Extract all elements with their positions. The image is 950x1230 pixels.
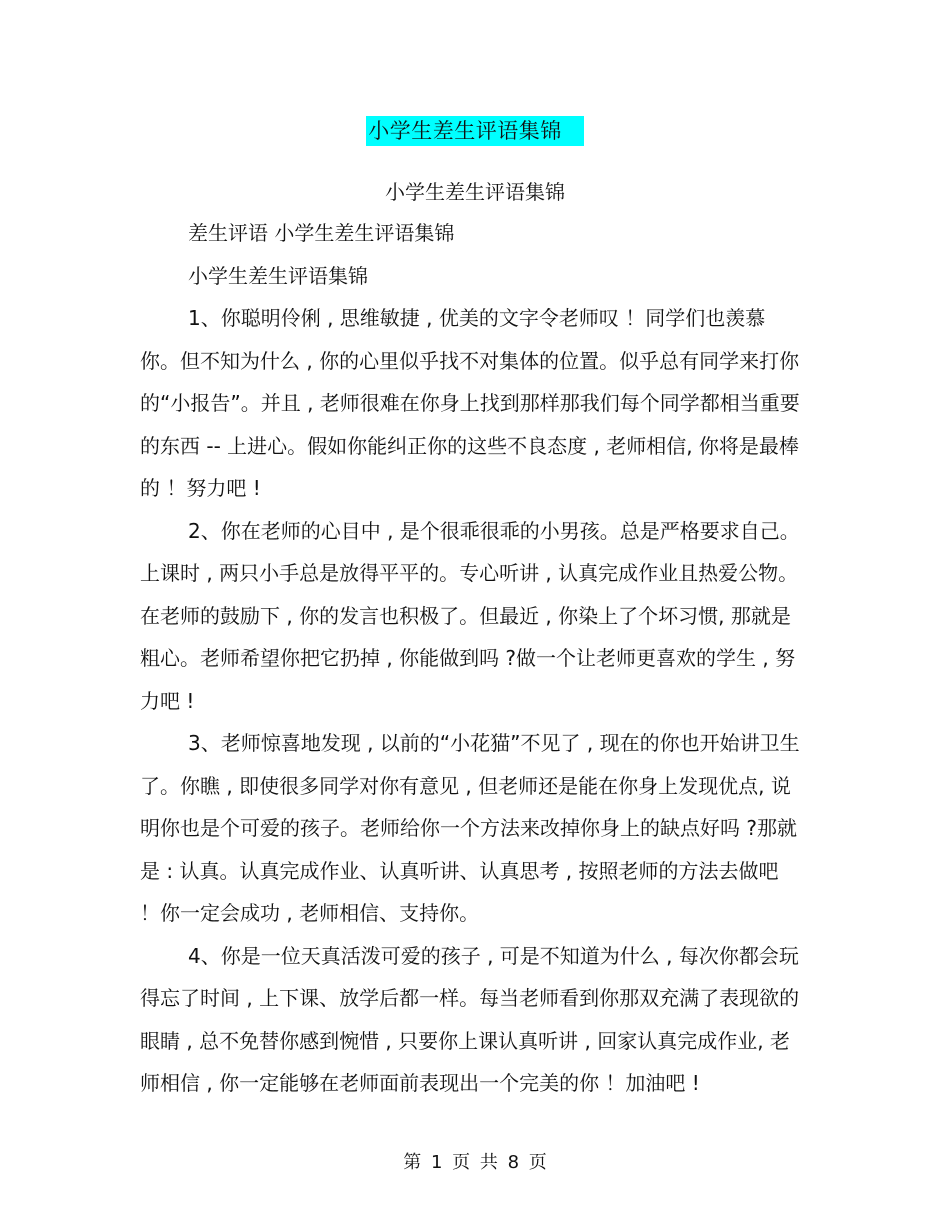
paragraph-comment-1: 1、你聪明伶俐 , 思维敏捷 , 优美的文字令老师叹 ！同学们也羡慕你。但不知为什么 , 你的心里似乎找不对集体的位置。似乎总有同学来打你的“小报告”。并且 , 老师很难在你身上找到那样那我们每个同学都相当重要的东西 -- 上进心。假如你能纠正你的这些不良态度 , 老师相信, 你将是最棒的 ！努力吧 ! <box>140 306 800 500</box>
paragraph-heading: 小学生差生评语集锦 <box>188 263 368 288</box>
paragraph-comment-3: 3、老师惊喜地发现 , 以前的“小花猫”不见了 , 现在的你也开始讲卫生了。你瞧 , 即使很多同学对你有意见 , 但老师还是能在你身上发现优点, 说明你也是个可爱的孩子。老师给你一个方法来改掉你身上的缺点好吗 ?那就是 : 认真。认真完成作业、认真听讲、认真思考 , 按照老师的方法去做吧 ！你一定会成功 , 老师相信、支持你。 <box>140 731 800 925</box>
paragraph-comment-2: 2、你在老师的心目中 , 是个很乖很乖的小男孩。总是严格要求自己。上课时 , 两只小手总是放得平平的。专心听讲 , 认真完成作业且热爱公物。在老师的鼓励下 , 你的发言也积极了。但最近 , 你染上了个坏习惯, 那就是粗心。老师希望你把它扔掉 , 你能做到吗 ?做一个让老师更喜欢的学生 , 努力吧 ! <box>140 518 800 713</box>
document-title: 小学生差生评语集锦 <box>366 116 584 146</box>
document-subtitle: 小学生差生评语集锦 <box>385 180 565 204</box>
paragraph-comment-4: 4、你是一位天真活泼可爱的孩子 , 可是不知道为什么 , 每次你都会玩得忘了时间 , 上下课、放学后都一样。每当老师看到你那双充满了表现欲的眼睛 , 总不免替你感到惋惜 , 只要你上课认真听讲 , 回家认真完成作业, 老师相信 , 你一定能够在老师面前表现出一个完美的你 ！加油吧 ! <box>140 943 800 1095</box>
title-container <box>0 116 950 146</box>
paragraph-category: 差生评语 小学生差生评语集锦 <box>188 221 455 245</box>
page-footer: 第 1 页 共 8 页 <box>403 1152 547 1173</box>
document-body <box>140 212 800 1105</box>
